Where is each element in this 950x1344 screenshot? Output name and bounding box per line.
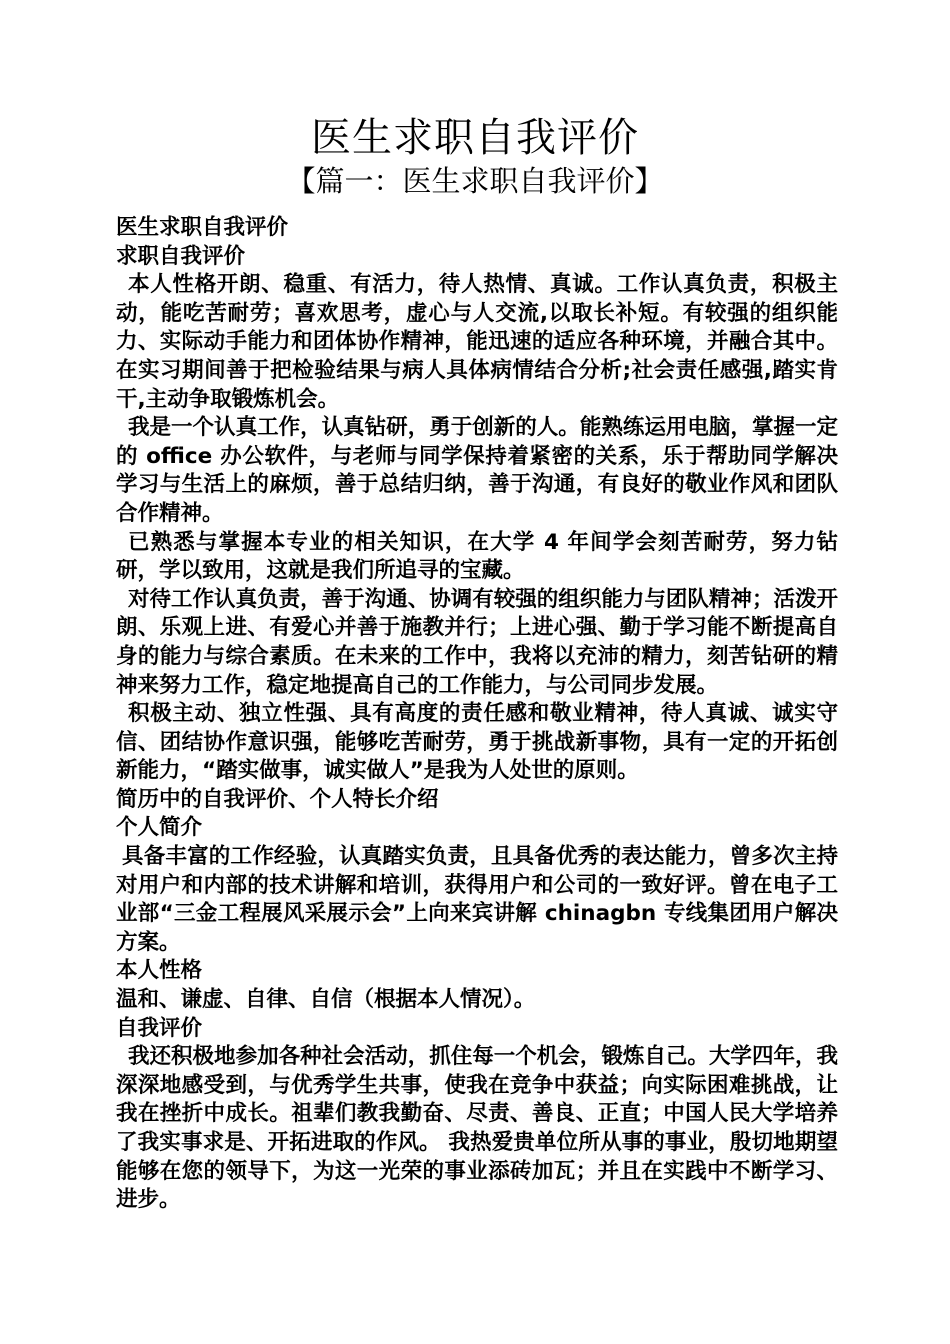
paragraph: 积极主动、独立性强、具有高度的责任感和敬业精神，待人真诚、诚实守信、团结协作意识强，能够吃苦耐劳，勇于挑战新事物，具有一定的开拓创新能力，“踏实做事，诚实做人”是我为人处世的原则。 [116, 701, 838, 784]
document-subtitle: 【篇一：医生求职自我评价】 [286, 164, 664, 198]
paragraph: 温和、谦虚、自律、自信（根据本人情况）。 [116, 987, 536, 1013]
paragraph: 具备丰富的工作经验，认真踏实负责，且具备优秀的表达能力，曾多次主持对用户和内部的技术讲解和培训，获得用户和公司的一致好评。曾在电子工业部“三金工程展风采展示会”上向来宾讲解 chinagbn 专线集团用户解决方案。 [116, 844, 838, 955]
paragraph: 已熟悉与掌握本专业的相关知识，在大学 4 年间学会刻苦耐劳，努力钻研，学以致用，这就是我们所追寻的宝藏。 [116, 529, 838, 584]
paragraph: 本人性格开朗、稳重、有活力，待人热情、真诚。工作认真负责，积极主动，能吃苦耐劳；喜欢思考，虚心与人交流,以取长补短。有较强的组织能力、实际动手能力和团体协作精神，能迅速的适应各种环境，并融合其中。在实习期间善于把检验结果与病人具体病情结合分析;社会责任感强,踏实肯干,主动争取锻炼机会。 [116, 272, 838, 412]
paragraph: 我是一个认真工作，认真钻研，勇于创新的人。能熟练运用电脑，掌握一定的 office 办公软件，与老师与同学保持着紧密的关系，乐于帮助同学解决学习与生活上的麻烦，善于总结归纳，善于沟通，有良好的敬业作风和团队合作精神。 [116, 415, 838, 526]
section-heading: 简历中的自我评价、个人特长介绍 [116, 786, 439, 812]
paragraph: 我还积极地参加各种社会活动，抓住每一个机会，锻炼自己。大学四年，我深深地感受到，与优秀学生共事，使我在竞争中获益；向实际困难挑战，让我在挫折中成长。祖辈们教我勤奋、尽责、善良、正直；中国人民大学培养了我实事求是、开拓进取的作风。 我热爱贵单位所从事的事业，殷切地期望能够在您的领导下，为这一光荣的事业添砖加瓦；并且在实践中不断学习、进步。 [116, 1044, 838, 1213]
paragraph: 对待工作认真负责，善于沟通、协调有较强的组织能力与团队精神；活泼开朗、乐观上进、有爱心并善于施教并行；上进心强、勤于学习能不断提高自身的能力与综合素质。在未来的工作中，我将以充沛的精力，刻苦钻研的精神来努力工作，稳定地提高自己的工作能力，与公司同步发展。 [116, 586, 838, 698]
section-heading: 医生求职自我评价 [116, 215, 289, 240]
section-heading: 个人简介 [116, 815, 203, 841]
document-title: 医生求职自我评价 [311, 115, 639, 161]
section-heading: 本人性格 [116, 958, 203, 984]
section-heading: 自我评价 [116, 1015, 203, 1041]
document-body [116, 214, 838, 1215]
section-heading: 求职自我评价 [116, 243, 246, 269]
